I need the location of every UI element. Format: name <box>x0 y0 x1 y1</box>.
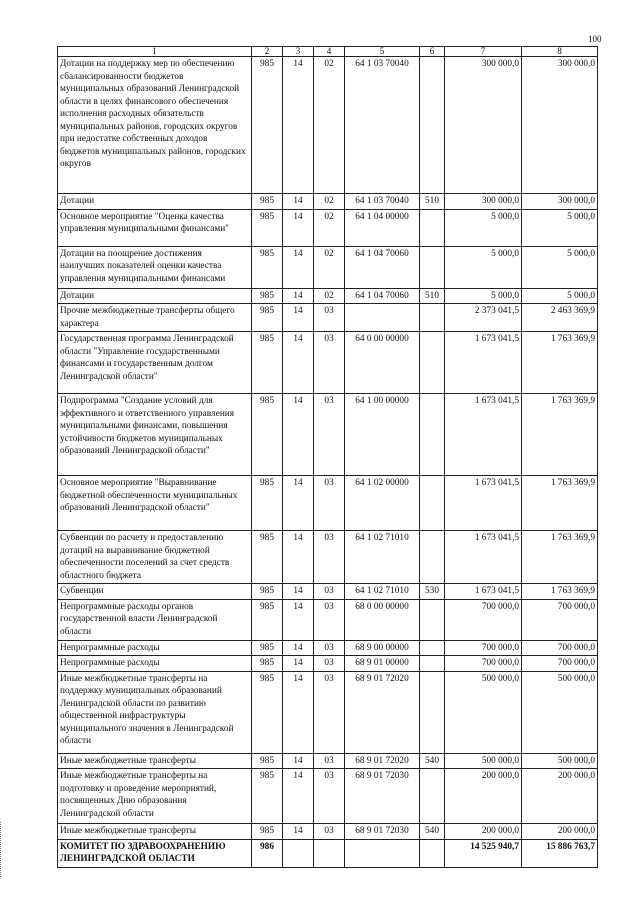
amount-year-1: 14 525 940,7 <box>445 839 522 867</box>
admin-code: 985 <box>252 209 283 246</box>
amount-year-1: 1 673 041,5 <box>445 476 522 531</box>
subsection-code: 03 <box>314 599 345 640</box>
section-code: 14 <box>283 599 314 640</box>
section-code: 14 <box>283 304 314 332</box>
admin-code: 985 <box>252 753 283 769</box>
section-code: 14 <box>283 288 314 304</box>
admin-code: 985 <box>252 476 283 531</box>
item-name: Иные межбюджетные трансферты на поддержку муниципальных образований Ленинградской области по развитию общественной инфраструктуры муниципального значения в Ленинградской области <box>58 671 252 753</box>
admin-code: 985 <box>252 599 283 640</box>
expense-type-code <box>420 246 445 288</box>
admin-code: 985 <box>252 656 283 672</box>
admin-code: 986 <box>252 839 283 867</box>
column-header: 2 <box>252 47 283 57</box>
table-row <box>58 288 598 304</box>
amount-year-1: 300 000,0 <box>445 57 522 194</box>
section-code: 14 <box>283 640 314 656</box>
section-code: 14 <box>283 824 314 840</box>
amount-year-2: 1 763 369,9 <box>522 332 598 394</box>
amount-year-2: 1 763 369,9 <box>522 584 598 600</box>
subsection-code: 03 <box>314 476 345 531</box>
amount-year-1: 700 000,0 <box>445 599 522 640</box>
table-row <box>58 531 598 584</box>
amount-year-1: 700 000,0 <box>445 656 522 672</box>
target-article-code: 64 1 03 70040 <box>345 194 420 210</box>
amount-year-1: 500 000,0 <box>445 671 522 753</box>
amount-year-2: 700 000,0 <box>522 656 598 672</box>
amount-year-2: 1 763 369,9 <box>522 394 598 476</box>
table-row <box>58 194 598 210</box>
target-article-code: 68 9 00 00000 <box>345 640 420 656</box>
scan-edge-mark <box>0 822 4 877</box>
item-name: Субвенции <box>58 584 252 600</box>
admin-code: 985 <box>252 584 283 600</box>
target-article-code: 64 1 04 70060 <box>345 288 420 304</box>
expense-type-code <box>420 599 445 640</box>
item-name: Дотации на поддержку мер по обеспечению сбалансированности бюджетов муниципальных образований Ленинградской области в целях финансового обеспечения исполнения расходных обязательств муниципальных районов, городских округов при недостатке собственных доходов бюджетов муниципальных районов, городских округов <box>58 57 252 194</box>
table-row <box>58 476 598 531</box>
amount-year-2: 5 000,0 <box>522 209 598 246</box>
table-row <box>58 246 598 288</box>
expense-type-code <box>420 531 445 584</box>
target-article-code <box>345 304 420 332</box>
expense-type-code <box>420 476 445 531</box>
table-row <box>58 394 598 476</box>
section-code: 14 <box>283 394 314 476</box>
subsection-code: 03 <box>314 769 345 824</box>
admin-code: 985 <box>252 246 283 288</box>
amount-year-1: 5 000,0 <box>445 246 522 288</box>
column-header: 8 <box>522 47 598 57</box>
amount-year-1: 5 000,0 <box>445 288 522 304</box>
target-article-code <box>345 839 420 867</box>
amount-year-2: 200 000,0 <box>522 769 598 824</box>
admin-code: 985 <box>252 824 283 840</box>
item-name: Иные межбюджетные трансферты на подготовку и проведение мероприятий, посвященных Дню образования Ленинградской области <box>58 769 252 824</box>
amount-year-1: 5 000,0 <box>445 209 522 246</box>
amount-year-2: 700 000,0 <box>522 640 598 656</box>
expense-type-code <box>420 304 445 332</box>
budget-table <box>57 46 598 868</box>
subsection-code: 03 <box>314 304 345 332</box>
amount-year-2: 5 000,0 <box>522 246 598 288</box>
item-name: Прочие межбюджетные трансферты общего характера <box>58 304 252 332</box>
table-row <box>58 753 598 769</box>
section-code: 14 <box>283 194 314 210</box>
amount-year-2: 300 000,0 <box>522 194 598 210</box>
column-header: 3 <box>283 47 314 57</box>
expense-type-code <box>420 332 445 394</box>
section-code: 14 <box>283 584 314 600</box>
amount-year-1: 1 673 041,5 <box>445 332 522 394</box>
item-name: Подпрограмма "Создание условий для эффективного и ответственного управления муниципальными финансами, повышения устойчивости бюджетов муниципальных образований Ленинградской области" <box>58 394 252 476</box>
target-article-code: 64 1 02 71010 <box>345 531 420 584</box>
item-name: КОМИТЕТ ПО ЗДРАВООХРАНЕНИЮ ЛЕНИНГРАДСКОЙ ОБЛАСТИ <box>58 839 252 867</box>
admin-code: 985 <box>252 531 283 584</box>
subsection-code: 03 <box>314 531 345 584</box>
item-name: Дотации <box>58 194 252 210</box>
table-row <box>58 332 598 394</box>
item-name: Непрограммные расходы органов государственной власти Ленинградской области <box>58 599 252 640</box>
subsection-code: 03 <box>314 584 345 600</box>
amount-year-2: 500 000,0 <box>522 671 598 753</box>
section-code: 14 <box>283 332 314 394</box>
item-name: Иные межбюджетные трансферты <box>58 753 252 769</box>
subsection-code: 03 <box>314 640 345 656</box>
section-code: 14 <box>283 246 314 288</box>
item-name: Непрограммные расходы <box>58 640 252 656</box>
target-article-code: 64 1 04 00000 <box>345 209 420 246</box>
expense-type-code <box>420 57 445 194</box>
amount-year-1: 200 000,0 <box>445 769 522 824</box>
amount-year-2: 15 886 763,7 <box>522 839 598 867</box>
expense-type-code <box>420 640 445 656</box>
target-article-code: 64 1 03 70040 <box>345 57 420 194</box>
target-article-code: 68 9 01 72030 <box>345 769 420 824</box>
table-row <box>58 584 598 600</box>
target-article-code: 68 9 01 72030 <box>345 824 420 840</box>
expense-type-code <box>420 394 445 476</box>
expense-type-code <box>420 209 445 246</box>
admin-code: 985 <box>252 769 283 824</box>
expense-type-code: 510 <box>420 194 445 210</box>
item-name: Непрограммные расходы <box>58 656 252 672</box>
admin-code: 985 <box>252 288 283 304</box>
target-article-code: 64 1 02 00000 <box>345 476 420 531</box>
amount-year-2: 700 000,0 <box>522 599 598 640</box>
subsection-code: 03 <box>314 656 345 672</box>
amount-year-1: 2 373 041,5 <box>445 304 522 332</box>
amount-year-2: 200 000,0 <box>522 824 598 840</box>
item-name: Субвенции по расчету и предоставлению дотаций на выравнивание бюджетной обеспеченности поселений за счет средств областного бюджета <box>58 531 252 584</box>
column-header: 1 <box>58 47 252 57</box>
expense-type-code <box>420 769 445 824</box>
item-name: Основное мероприятие "Оценка качества управления муниципальными финансами" <box>58 209 252 246</box>
amount-year-2: 500 000,0 <box>522 753 598 769</box>
subsection-code: 02 <box>314 288 345 304</box>
expense-type-code <box>420 839 445 867</box>
item-name: Дотации на поощрение достижения наилучших показателей оценки качества управления муниципальными финансами <box>58 246 252 288</box>
section-code: 14 <box>283 209 314 246</box>
section-code: 14 <box>283 671 314 753</box>
table-row <box>58 304 598 332</box>
subsection-code: 02 <box>314 194 345 210</box>
target-article-code: 64 1 04 70060 <box>345 246 420 288</box>
amount-year-1: 200 000,0 <box>445 824 522 840</box>
subsection-code: 02 <box>314 209 345 246</box>
amount-year-1: 300 000,0 <box>445 194 522 210</box>
table-row <box>58 839 598 867</box>
section-code <box>283 839 314 867</box>
amount-year-1: 1 673 041,5 <box>445 394 522 476</box>
expense-type-code: 510 <box>420 288 445 304</box>
item-name: Основное мероприятие "Выравнивание бюджетной обеспеченности муниципальных образований Ленинградской области" <box>58 476 252 531</box>
table-row <box>58 671 598 753</box>
table-row <box>58 599 598 640</box>
subsection-code <box>314 839 345 867</box>
amount-year-1: 700 000,0 <box>445 640 522 656</box>
admin-code: 985 <box>252 394 283 476</box>
table-row <box>58 640 598 656</box>
admin-code: 985 <box>252 304 283 332</box>
target-article-code: 64 0 00 00000 <box>345 332 420 394</box>
expense-type-code: 540 <box>420 753 445 769</box>
admin-code: 985 <box>252 640 283 656</box>
amount-year-1: 1 673 041,5 <box>445 531 522 584</box>
table-row <box>58 824 598 840</box>
admin-code: 985 <box>252 332 283 394</box>
amount-year-2: 5 000,0 <box>522 288 598 304</box>
expense-type-code: 540 <box>420 824 445 840</box>
amount-year-2: 300 000,0 <box>522 57 598 194</box>
target-article-code: 68 9 01 00000 <box>345 656 420 672</box>
column-header: 6 <box>420 47 445 57</box>
expense-type-code <box>420 656 445 672</box>
subsection-code: 03 <box>314 671 345 753</box>
admin-code: 985 <box>252 57 283 194</box>
table-header-row <box>58 47 598 57</box>
target-article-code: 68 0 00 00000 <box>345 599 420 640</box>
column-header: 4 <box>314 47 345 57</box>
subsection-code: 03 <box>314 753 345 769</box>
amount-year-2: 2 463 369,9 <box>522 304 598 332</box>
expense-type-code <box>420 671 445 753</box>
amount-year-2: 1 763 369,9 <box>522 476 598 531</box>
table-row <box>58 57 598 194</box>
target-article-code: 64 1 00 00000 <box>345 394 420 476</box>
section-code: 14 <box>283 476 314 531</box>
item-name: Дотации <box>58 288 252 304</box>
amount-year-1: 500 000,0 <box>445 753 522 769</box>
section-code: 14 <box>283 753 314 769</box>
subsection-code: 03 <box>314 824 345 840</box>
table-row <box>58 209 598 246</box>
table-row <box>58 769 598 824</box>
subsection-code: 03 <box>314 332 345 394</box>
page-number: 100 <box>588 34 602 44</box>
section-code: 14 <box>283 656 314 672</box>
column-header: 5 <box>345 47 420 57</box>
column-header: 7 <box>445 47 522 57</box>
admin-code: 985 <box>252 194 283 210</box>
target-article-code: 68 9 01 72020 <box>345 753 420 769</box>
subsection-code: 03 <box>314 394 345 476</box>
amount-year-1: 1 673 041,5 <box>445 584 522 600</box>
target-article-code: 64 1 02 71010 <box>345 584 420 600</box>
admin-code: 985 <box>252 671 283 753</box>
expense-type-code: 530 <box>420 584 445 600</box>
amount-year-2: 1 763 369,9 <box>522 531 598 584</box>
section-code: 14 <box>283 769 314 824</box>
subsection-code: 02 <box>314 246 345 288</box>
table-row <box>58 656 598 672</box>
item-name: Иные межбюджетные трансферты <box>58 824 252 840</box>
subsection-code: 02 <box>314 57 345 194</box>
section-code: 14 <box>283 57 314 194</box>
item-name: Государственная программа Ленинградской области "Управление государственными финансами и государственным долгом Ленинградской области" <box>58 332 252 394</box>
target-article-code: 68 9 01 72020 <box>345 671 420 753</box>
section-code: 14 <box>283 531 314 584</box>
